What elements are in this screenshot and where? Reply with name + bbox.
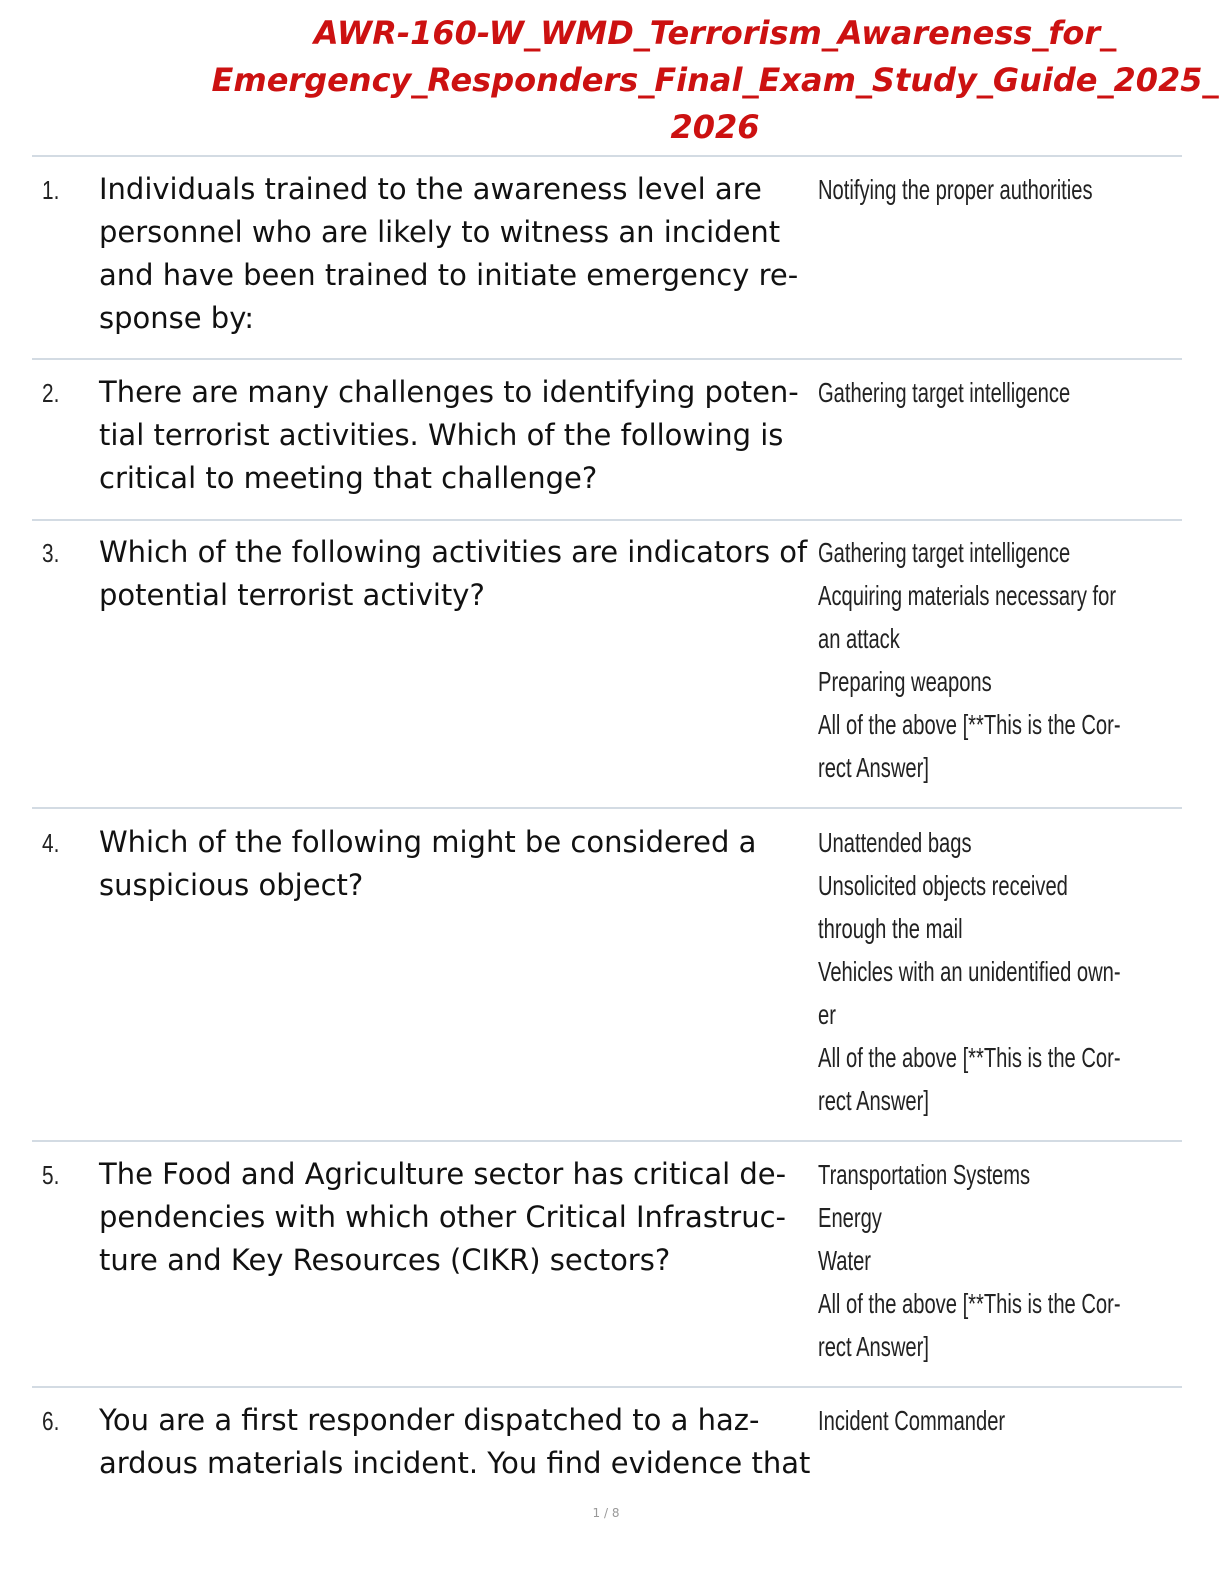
question-line: ture and Key Resources (CIKR) sectors? bbox=[99, 1243, 671, 1277]
divider bbox=[32, 1386, 1182, 1388]
question-line: The Food and Agriculture sector has critical de- bbox=[99, 1157, 787, 1191]
question-line: tial terrorist activities. Which of the following is bbox=[99, 418, 784, 452]
document-title bbox=[200, 10, 1224, 151]
answer-line: an attack bbox=[818, 623, 900, 654]
answer-line: Preparing weapons bbox=[818, 666, 992, 697]
title-line: AWR-160-W_WMD_Terrorism_Awareness_for_ bbox=[313, 14, 1117, 52]
question-text bbox=[99, 1153, 819, 1282]
answer-line: All of the above [**This is the Cor- bbox=[818, 1042, 1121, 1073]
question-text bbox=[99, 1399, 819, 1485]
question-line: critical to meeting that challenge? bbox=[99, 461, 598, 495]
question-text bbox=[99, 371, 819, 500]
question-line: There are many challenges to identifying poten- bbox=[99, 375, 799, 409]
question-line: ardous materials incident. You find evidence that bbox=[99, 1446, 811, 1480]
answer-line: Energy bbox=[818, 1202, 882, 1233]
divider bbox=[32, 155, 1182, 157]
divider bbox=[32, 519, 1182, 521]
answer-text bbox=[818, 371, 1221, 414]
question-line: pendencies with which other Critical Infrastruc- bbox=[99, 1200, 787, 1234]
question-line: Individuals trained to the awareness level are bbox=[99, 172, 762, 206]
question-line: and have been trained to initiate emergency re- bbox=[99, 258, 799, 292]
answer-text bbox=[818, 168, 1221, 211]
answer-line: er bbox=[818, 999, 836, 1030]
answer-line: rect Answer] bbox=[818, 752, 929, 783]
answer-line: Unsolicited objects received bbox=[818, 870, 1068, 901]
answer-line: Notifying the proper authorities bbox=[818, 174, 1093, 205]
answer-text bbox=[818, 531, 1221, 789]
answer-line: Incident Commander bbox=[818, 1405, 1006, 1436]
question-text bbox=[99, 168, 819, 340]
question-line: potential terrorist activity? bbox=[99, 578, 485, 612]
answer-text bbox=[818, 821, 1221, 1122]
question-line: personnel who are likely to witness an incident bbox=[99, 215, 781, 249]
question-line: You are a first responder dispatched to a haz- bbox=[99, 1403, 760, 1437]
divider bbox=[32, 807, 1182, 809]
answer-line: rect Answer] bbox=[818, 1331, 929, 1362]
answer-line: Vehicles with an unidentified own- bbox=[818, 956, 1121, 987]
page-indicator: 1 / 8 bbox=[592, 1506, 620, 1520]
answer-line: All of the above [**This is the Cor- bbox=[818, 1288, 1121, 1319]
question-number: 2. bbox=[42, 378, 60, 408]
answer-line: Water bbox=[818, 1245, 872, 1276]
question-number: 1. bbox=[42, 175, 60, 205]
question-text bbox=[99, 821, 819, 907]
answer-line: All of the above [**This is the Cor- bbox=[818, 709, 1121, 740]
answer-line: Acquiring materials necessary for bbox=[818, 580, 1117, 611]
question-line: sponse by: bbox=[99, 301, 255, 335]
answer-line: through the mail bbox=[818, 913, 963, 944]
question-line: suspicious object? bbox=[99, 868, 364, 902]
answer-text bbox=[818, 1153, 1221, 1368]
question-text bbox=[99, 531, 819, 617]
question-number: 3. bbox=[42, 538, 60, 568]
question-number: 4. bbox=[42, 828, 60, 858]
answer-line: Gathering target intelligence bbox=[818, 537, 1071, 568]
title-line: 2026 bbox=[670, 108, 760, 146]
answer-line: rect Answer] bbox=[818, 1085, 929, 1116]
question-line: Which of the following activities are indicators of bbox=[99, 535, 808, 569]
question-number: 5. bbox=[42, 1160, 60, 1190]
answer-line: Gathering target intelligence bbox=[818, 377, 1071, 408]
title-line: Emergency_Responders_Final_Exam_Study_Guide_2025_ bbox=[211, 61, 1219, 99]
divider bbox=[32, 358, 1182, 360]
question-number: 6. bbox=[42, 1406, 60, 1436]
answer-line: Transportation Systems bbox=[818, 1159, 1031, 1190]
answer-line: Unattended bags bbox=[818, 827, 972, 858]
divider bbox=[32, 1140, 1182, 1142]
answer-text bbox=[818, 1399, 1221, 1442]
question-line: Which of the following might be considered a bbox=[99, 825, 757, 859]
